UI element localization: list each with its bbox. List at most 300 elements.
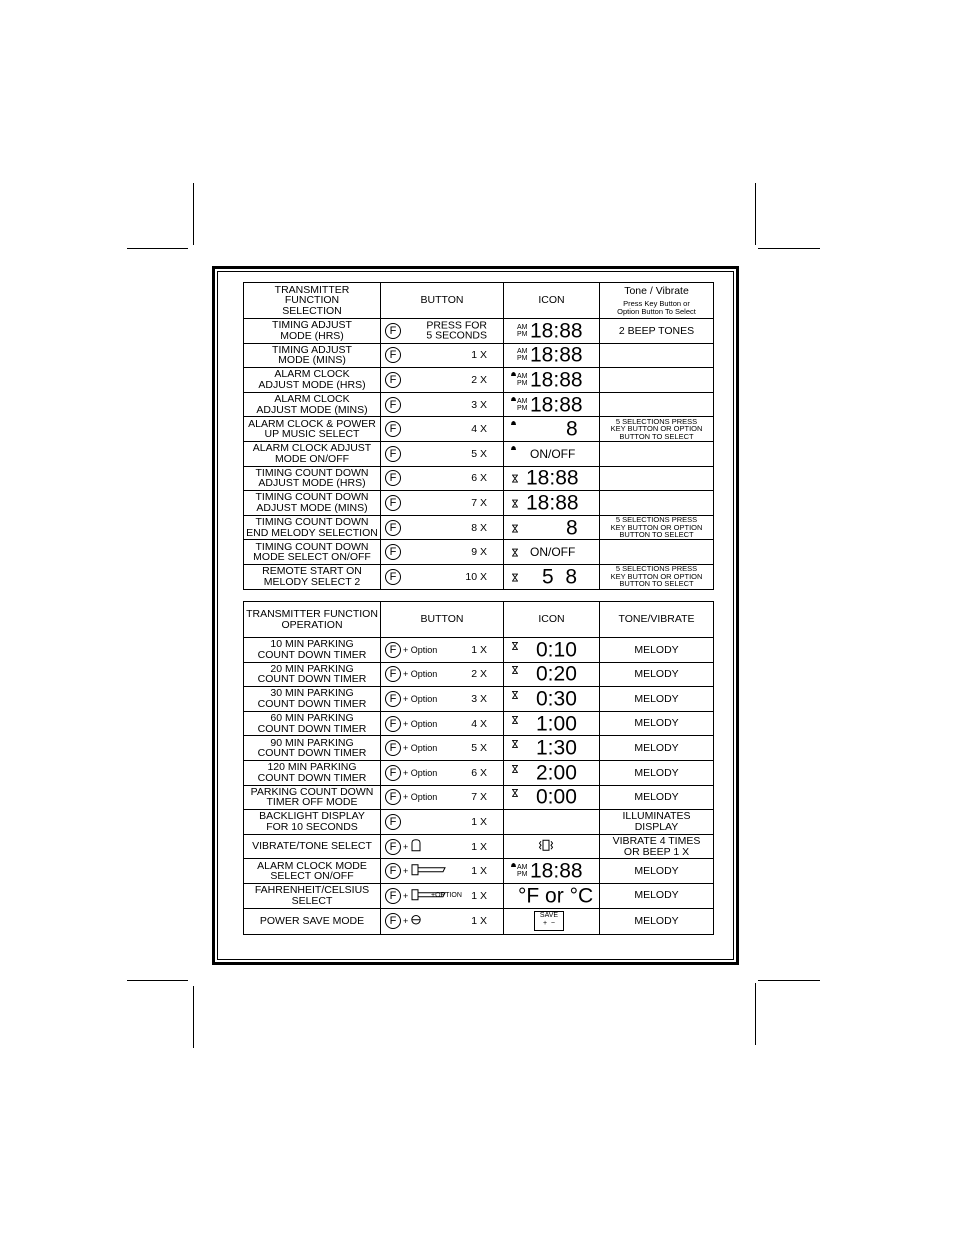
crop-mark: [193, 183, 194, 245]
press-count: 5 X: [471, 741, 487, 754]
button-cell: [381, 883, 504, 908]
header-tone: [600, 283, 714, 319]
icon-cell: [504, 711, 600, 736]
header-button: BUTTON: [381, 283, 504, 319]
text-line: TIMER OFF MODE: [266, 796, 358, 809]
text-line: MELODY SELECT 2: [263, 575, 361, 588]
f-button-icon: F: [385, 544, 401, 560]
text-line: SELECT ON/OFF: [270, 870, 354, 883]
press-count: 1 X: [471, 815, 487, 828]
tone-cell: [600, 638, 714, 663]
text-line: TRANSMITTER FUNCTION: [246, 608, 378, 620]
table-row: [244, 908, 714, 934]
save-label: SAVE: [539, 912, 559, 920]
hourglass-icon: [512, 549, 518, 561]
lcd-display: 5 8: [542, 565, 578, 589]
icon-cell: [504, 368, 600, 393]
crop-mark: [758, 248, 820, 249]
f-button-icon: F: [385, 520, 401, 536]
f-button-icon: F: [385, 323, 401, 339]
text-line: REMOTE START ON: [262, 565, 362, 578]
text-line: BACKLIGHT DISPLAY: [259, 810, 365, 823]
tone-cell: [600, 319, 714, 344]
table-row: [244, 662, 714, 687]
tone-cell: [600, 883, 714, 908]
long-key-icon: [411, 864, 447, 879]
f-button-icon: F: [385, 888, 401, 904]
f-button-icon: F: [385, 913, 401, 929]
press-line: 7 X: [471, 496, 487, 509]
button-cell: [381, 785, 504, 810]
function-cell: [244, 564, 381, 589]
text-line: TIMING COUNT DOWN: [255, 466, 369, 479]
function-cell: [244, 417, 381, 442]
lcd-display: 8: [566, 417, 578, 441]
f-button-icon: F: [385, 814, 401, 830]
tone-cell: [600, 834, 714, 859]
ampm-line: AM: [517, 397, 528, 405]
ampm-line: AM: [517, 372, 528, 380]
icon-cell: [504, 392, 600, 417]
tone-cell: [600, 564, 714, 589]
lcd-display: 18:88: [530, 393, 583, 417]
bell-icon: [510, 395, 517, 406]
f-button-icon: F: [385, 446, 401, 462]
table-row: [244, 515, 714, 540]
press-line: 8 X: [471, 521, 487, 534]
hourglass-icon: [512, 666, 518, 678]
function-cell: [244, 466, 381, 491]
f-button-icon: F: [385, 740, 401, 756]
table-row: [244, 564, 714, 589]
press-count: [471, 350, 487, 361]
text-line: OR BEEP 1 X: [623, 845, 690, 858]
f-button-icon: F: [385, 691, 401, 707]
icon-cell: [504, 638, 600, 663]
option-label: + Option: [403, 669, 438, 680]
lcd-display: 18:88: [526, 466, 579, 490]
table-row: [244, 883, 714, 908]
press-count: [471, 449, 487, 460]
press-count: [471, 399, 487, 410]
tone-cell: [600, 736, 714, 761]
function-cell: [244, 515, 381, 540]
bell-icon: [510, 371, 517, 382]
ampm-line: PM: [517, 379, 528, 387]
icon-cell: [504, 515, 600, 540]
press-line: 5 X: [471, 447, 487, 460]
ampm-line: AM: [517, 323, 528, 331]
crop-mark: [755, 183, 756, 245]
function-cell: [244, 319, 381, 344]
table-row: [244, 638, 714, 663]
text-line: TIMING COUNT DOWN: [255, 491, 369, 504]
text-line: FUNCTION: [284, 294, 340, 307]
press-count: 7 X: [471, 791, 487, 804]
tone-cell: [600, 466, 714, 491]
hourglass-icon: [512, 691, 518, 703]
header-function: [244, 602, 381, 638]
button-cell: [381, 515, 504, 540]
tone-cell: [600, 662, 714, 687]
tone-cell: [600, 368, 714, 393]
text-line: COUNT DOWN TIMER: [257, 648, 367, 661]
text-line: Press Key Button or: [623, 299, 690, 309]
table-row: [244, 417, 714, 442]
lcd-display: 2:00: [536, 761, 577, 785]
tone-cell: [600, 687, 714, 712]
bell-icon: [510, 862, 517, 873]
text-line: MELODY: [634, 766, 679, 779]
text-line: MELODY: [634, 668, 679, 681]
header-button: BUTTON: [381, 602, 504, 638]
table-row: [244, 687, 714, 712]
tone-cell: [600, 515, 714, 540]
function-cell: [244, 859, 381, 884]
am-pm-indicator: [517, 864, 528, 878]
text-line: END MELODY SELECTION: [246, 526, 378, 539]
table-row: [244, 834, 714, 859]
crop-mark: [755, 983, 756, 1045]
press-line: PRESS FOR: [426, 319, 487, 332]
table-row: [244, 319, 714, 344]
press-count: 6 X: [471, 766, 487, 779]
button-cell: [381, 638, 504, 663]
header-icon: ICON: [504, 602, 600, 638]
function-cell: [244, 662, 381, 687]
f-button-icon: F: [385, 716, 401, 732]
lcd-display: 18:88: [530, 368, 583, 392]
button-cell: [381, 417, 504, 442]
ampm-line: PM: [517, 871, 528, 879]
button-cell: [381, 711, 504, 736]
f-button-icon: F: [385, 495, 401, 511]
button-cell: [381, 491, 504, 516]
text-line: SELECT: [291, 894, 333, 907]
ampm-line: AM: [517, 864, 528, 872]
text-line: DISPLAY: [634, 820, 679, 833]
tone-title: Tone / Vibrate: [624, 284, 689, 297]
press-count: [471, 473, 487, 484]
tone-cell: [600, 908, 714, 934]
temperature-display: °F or °C: [518, 884, 594, 908]
text-line: MELODY: [634, 791, 679, 804]
icon-cell: [504, 859, 600, 884]
text-line: ADJUST MODE (HRS): [258, 477, 366, 490]
f-button-icon: F: [385, 421, 401, 437]
lcd-display: 0:30: [536, 687, 577, 711]
text-line: MELODY: [634, 889, 679, 902]
tone-cell: [600, 711, 714, 736]
table-row: [244, 711, 714, 736]
am-pm-indicator: [517, 324, 528, 338]
button-cell: [381, 810, 504, 835]
table-row: [244, 736, 714, 761]
f-button-icon: F: [385, 839, 401, 855]
am-pm-indicator: [517, 373, 528, 387]
text-line: KEY BUTTON OR OPTION: [610, 522, 703, 532]
text-line: COUNT DOWN TIMER: [257, 771, 367, 784]
f-button-icon: F: [385, 397, 401, 413]
icon-cell: [504, 687, 600, 712]
icon-cell: [504, 564, 600, 589]
text-line: MELODY: [634, 864, 679, 877]
text-line: UP MUSIC SELECT: [264, 428, 360, 441]
text-line: MODE ON/OFF: [274, 452, 350, 465]
text-line: TIMING COUNT DOWN: [255, 540, 369, 553]
text-line: MODE (MINS): [278, 354, 346, 367]
text-line: 60 MIN PARKING: [270, 712, 354, 725]
table-row: [244, 368, 714, 393]
tone-cell: [600, 417, 714, 442]
icon-cell: [504, 343, 600, 368]
press-count: 1 X: [471, 889, 487, 902]
icon-cell: [504, 319, 600, 344]
ampm-line: AM: [517, 348, 528, 356]
function-cell: [244, 392, 381, 417]
press-count: [465, 571, 487, 582]
press-line: 4 X: [471, 422, 487, 435]
button-cell: [381, 392, 504, 417]
press-line: 2 X: [471, 373, 487, 386]
text-line: ALARM CLOCK MODE: [257, 859, 367, 872]
selection-table: [243, 282, 714, 590]
text-line: MODE SELECT ON/OFF: [253, 551, 371, 564]
crop-mark: [758, 980, 820, 981]
press-count: 1 X: [471, 643, 487, 656]
text-line: 90 MIN PARKING: [270, 736, 354, 749]
table-row: [244, 491, 714, 516]
function-cell: [244, 834, 381, 859]
table-row: [244, 540, 714, 565]
header-function: [244, 283, 381, 319]
hourglass-icon: [512, 765, 518, 777]
text-line: BUTTON TO SELECT: [619, 530, 694, 540]
option-label: +: [403, 915, 409, 926]
function-cell: [244, 785, 381, 810]
press-count: 3 X: [471, 692, 487, 705]
press-line: 1 X: [471, 349, 487, 362]
function-cell: [244, 441, 381, 466]
ampm-line: PM: [517, 404, 528, 412]
header-tone: TONE/VIBRATE: [600, 602, 714, 638]
text-line: SELECTION: [282, 304, 342, 317]
text-line: TIMING ADJUST: [272, 343, 352, 356]
function-cell: [244, 908, 381, 934]
text-line: COUNT DOWN TIMER: [257, 722, 367, 735]
lcd-display: 18:88: [530, 319, 583, 343]
text-line: 5 SELECTIONS PRESS: [615, 564, 698, 574]
lcd-display: 18:88: [526, 491, 579, 515]
text-line: TIMING COUNT DOWN: [255, 516, 369, 529]
option-label: +: [403, 841, 409, 852]
text-line: COUNT DOWN TIMER: [257, 673, 367, 686]
lcd-display: 18:88: [530, 343, 583, 367]
f-button-icon: F: [385, 765, 401, 781]
icon-cell: [504, 908, 600, 934]
header-icon: ICON: [504, 283, 600, 319]
text-line: KEY BUTTON OR OPTION: [610, 571, 703, 581]
bell-icon: [510, 444, 517, 455]
text-line: 5 SELECTIONS PRESS: [615, 515, 698, 525]
text-line: 120 MIN PARKING: [267, 761, 357, 774]
lcd-display: 8: [566, 516, 578, 540]
am-pm-indicator: [517, 348, 528, 362]
option-label: + Option: [403, 693, 438, 704]
text-line: ILLUMINATES: [622, 810, 691, 823]
button-cell: [381, 564, 504, 589]
lcd-display: 1:00: [536, 712, 577, 736]
f-button-icon: F: [385, 347, 401, 363]
icon-cell: [504, 834, 600, 859]
text-line: FAHRENHEIT/CELSIUS: [254, 884, 370, 897]
button-cell: [381, 343, 504, 368]
option-label: +: [403, 890, 409, 901]
lcd-display: 18:88: [530, 859, 583, 883]
save-signs: + −: [542, 920, 556, 928]
f-button-icon: F: [385, 789, 401, 805]
tone-cell: [600, 491, 714, 516]
text-line: BUTTON TO SELECT: [619, 579, 694, 589]
icon-cell: [504, 736, 600, 761]
press-line: 3 X: [471, 398, 487, 411]
hourglass-icon: [512, 475, 518, 487]
text-line: ADJUST MODE (HRS): [258, 378, 366, 391]
press-count: [471, 375, 487, 386]
button-cell: [381, 466, 504, 491]
text-line: 30 MIN PARKING: [270, 687, 354, 700]
tone-cell: [600, 441, 714, 466]
crop-mark: [127, 980, 188, 981]
text-line: MELODY: [634, 914, 679, 927]
text-line: BUTTON TO SELECT: [619, 431, 694, 441]
f-button-icon: F: [385, 863, 401, 879]
text-line: COUNT DOWN TIMER: [257, 747, 367, 760]
ampm-line: PM: [517, 355, 528, 363]
icon-cell: [504, 491, 600, 516]
table-row: [244, 343, 714, 368]
press-count: 1 X: [471, 914, 487, 927]
option-label: +: [403, 865, 409, 876]
press-line: 5 SECONDS: [426, 329, 487, 342]
function-cell: [244, 638, 381, 663]
icon-cell: [504, 441, 600, 466]
function-cell: [244, 810, 381, 835]
battery-save-icon: [534, 911, 564, 931]
text-line: VIBRATE/TONE SELECT: [252, 840, 372, 853]
press-count: [471, 522, 487, 533]
text-line: 2 BEEP TONES: [618, 324, 695, 337]
am-pm-indicator: [517, 398, 528, 412]
press-line: 9 X: [471, 545, 487, 558]
text-line: TRANSMITTER: [274, 283, 350, 296]
tone-cell: [600, 785, 714, 810]
button-cell: [381, 859, 504, 884]
option-label: + Option: [403, 792, 438, 803]
text-line: ADJUST MODE (MINS): [256, 403, 368, 416]
crop-mark: [127, 248, 188, 249]
hourglass-icon: [512, 500, 518, 512]
tone-cell: [600, 810, 714, 835]
function-cell: [244, 540, 381, 565]
text-line: VIBRATE 4 TIMES: [612, 835, 701, 848]
hourglass-icon: [512, 740, 518, 752]
text-line: MELODY: [634, 692, 679, 705]
text-line: MODE (HRS): [280, 329, 344, 342]
icon-cell: [504, 785, 600, 810]
table-row: [244, 441, 714, 466]
text-line: 20 MIN PARKING: [270, 662, 354, 675]
button-cell: [381, 736, 504, 761]
tone-cell: [600, 392, 714, 417]
text-line: POWER SAVE MODE: [259, 914, 365, 927]
lcd-display: 0:10: [536, 638, 577, 662]
lcd-display: 0:00: [536, 785, 577, 809]
lcd-display: 1:30: [536, 736, 577, 760]
button-cell: [381, 540, 504, 565]
tone-cell: [600, 859, 714, 884]
press-count: 1 X: [471, 864, 487, 877]
button-cell: [381, 662, 504, 687]
table-row: [244, 810, 714, 835]
text-line: ALARM CLOCK: [274, 393, 350, 406]
vibrate-icon: [538, 838, 554, 856]
table-row: [244, 760, 714, 785]
press-count: 2 X: [471, 668, 487, 681]
header-row: [244, 283, 714, 319]
text-line: MELODY: [634, 717, 679, 730]
option-label: + Option: [403, 644, 438, 655]
press-line: 10 X: [465, 570, 487, 583]
hourglass-icon: [512, 524, 518, 536]
lcd-display: ON/OFF: [530, 446, 576, 461]
operation-table: [243, 601, 714, 935]
button-cell: [381, 441, 504, 466]
option-label: + Option: [403, 718, 438, 729]
table-row: [244, 859, 714, 884]
function-cell: [244, 760, 381, 785]
icon-cell: [504, 466, 600, 491]
press-count: 1 X: [471, 840, 487, 853]
f-button-icon: F: [385, 666, 401, 682]
tone-cell: [600, 343, 714, 368]
text-line: ALARM CLOCK: [274, 368, 350, 381]
lcd-display: 0:20: [536, 662, 577, 686]
function-cell: [244, 687, 381, 712]
function-cell: [244, 736, 381, 761]
tone-cell: [600, 540, 714, 565]
lock-icon: [411, 914, 421, 929]
f-button-icon: F: [385, 569, 401, 585]
text-line: PARKING COUNT DOWN: [250, 785, 374, 798]
function-cell: [244, 883, 381, 908]
icon-cell: [504, 810, 600, 835]
table-row: [244, 785, 714, 810]
press-count: [471, 498, 487, 509]
press-line: 6 X: [471, 472, 487, 485]
press-count: [426, 320, 487, 341]
text-line: ALARM CLOCK & POWER: [248, 417, 376, 430]
f-button-icon: F: [385, 372, 401, 388]
icon-cell: [504, 883, 600, 908]
option2-label: +OPTION: [431, 891, 462, 899]
crop-mark: [193, 986, 194, 1048]
text-line: KEY BUTTON OR OPTION: [610, 424, 703, 434]
text-line: ALARM CLOCK ADJUST: [252, 442, 372, 455]
text-line: FOR 10 SECONDS: [266, 820, 358, 833]
press-count: [471, 547, 487, 558]
text-line: TIMING ADJUST: [272, 319, 352, 332]
